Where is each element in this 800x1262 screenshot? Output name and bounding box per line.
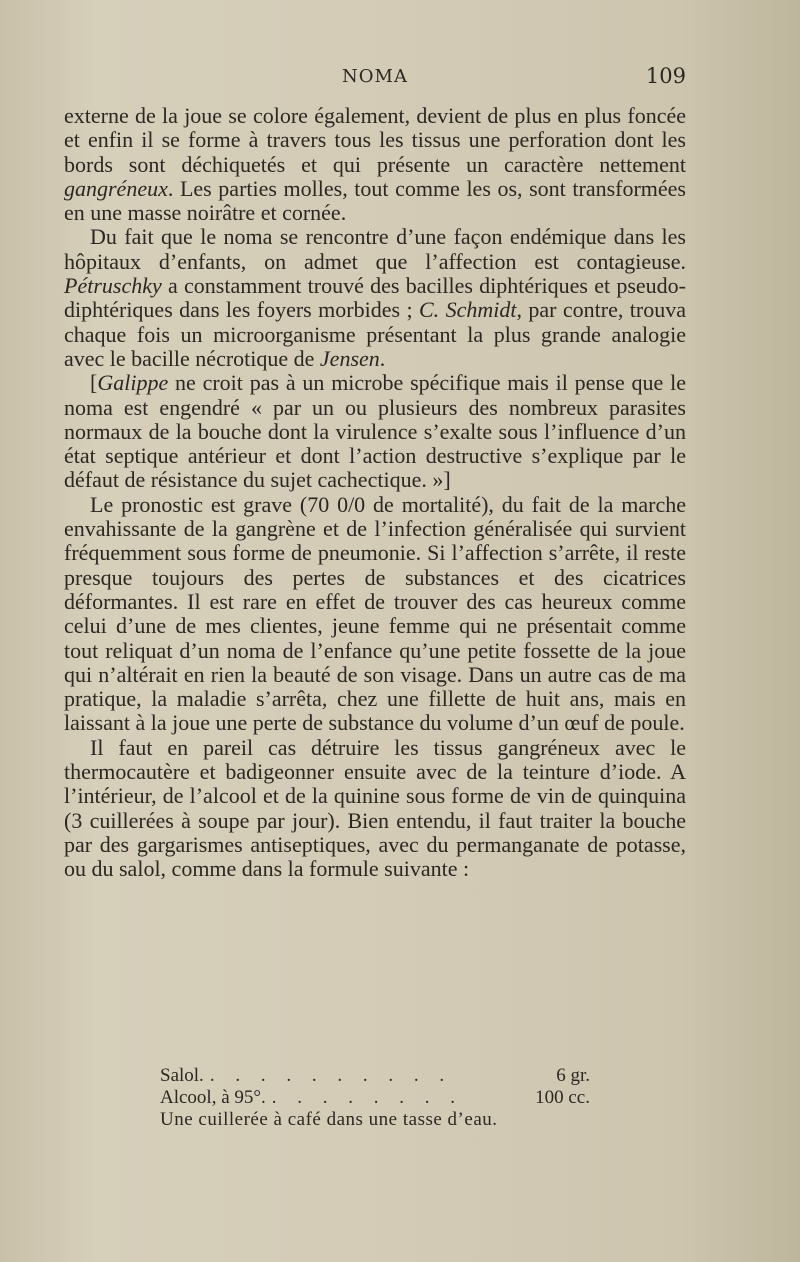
paragraph-2 <box>64 225 686 371</box>
paragraph-1-italic-term: gangréneux <box>64 175 168 201</box>
paragraph-5: Il faut en pareil cas détruire les tissus gangréneux avec le thermocautère et badigeonner ensuite avec de la teinture d’iode. A l’intérieur, de l’alcool et de la quinine sous forme de vin de quinquina (3 cuillerées à soupe par jour). Bien entendu, il faut traiter la bouche par des gargarismes antiseptiques, avec du permanganate de potasse, ou du salol, comme dans la formule suivante : <box>64 734 686 882</box>
paragraph-3-text-c: ne croit pas à un microbe spécifique mais il pense que le noma est engendré « par un ou plusieurs des nombreux parasites normaux de la bouche dont la virulence s’exalte sous l’influence d’un état septique antérieur et dont l’action destructive s’explique par le défaut de résistance du sujet cachectique. »] <box>64 370 686 493</box>
formula-row-alcool <box>160 1087 590 1109</box>
leader-dots: . . . . . . . . . . <box>209 1065 453 1086</box>
page-number: 109 <box>645 64 686 88</box>
ingredient-quantity: 100 cc. <box>535 1087 590 1108</box>
prescription-formula <box>160 1065 590 1131</box>
ingredient-name: Salol. <box>160 1065 204 1086</box>
running-title: NOMA <box>342 66 408 87</box>
ingredient-name: Alcool, à 95°. <box>160 1087 266 1108</box>
paragraph-3 <box>64 371 686 492</box>
paragraph-2-text-g: . <box>379 345 386 371</box>
author-name-galippe: Galippe <box>97 370 169 396</box>
paragraph-1-text-c: . Les parties molles, tout comme les os, sont transformées en une masse noirâtre et cornée. <box>64 175 686 226</box>
paragraph-2-text-c: a constamment trouvé des bacilles diphtériques et pseudo-diphtériques dans les foyers morbides ; <box>64 273 686 323</box>
running-head <box>64 62 686 94</box>
paragraph-1 <box>64 104 686 225</box>
body-text <box>64 104 686 882</box>
paragraph-2-text-a: Du fait que le noma se rencontre d’une façon endémique dans les hôpitaux d’enfants, on admet que l’affection est contagieuse. <box>64 224 686 274</box>
formula-row-salol <box>160 1065 590 1087</box>
formula-instruction: Une cuillerée à café dans une tasse d’eau. <box>160 1109 498 1130</box>
paragraph-4: Le pronostic est grave (70 0/0 de mortalité), du fait de la marche envahissante de la gangrène et de l’infection généralisée qui survient fréquemment sous forme de pneumonie. Si l’affection s’arrête, il reste presque toujours des pertes de substances et des cicatrices déformantes. Il est rare en effet de trouver des cas heureux comme celui d’une de mes clientes, jeune femme qui ne présentait comme tout reliquat d’un noma de l’enfance qu’une petite fossette de la joue qui n’altérait en rien la beauté de son visage. Dans un autre cas de ma pratique, la maladie s’arrêta, chez une fillette de huit ans, mais en laissant à la joue une perte de substance du volume d’un œuf de poule. <box>64 491 686 736</box>
author-name-jensen: Jensen <box>319 345 380 371</box>
ingredient-quantity: 6 gr. <box>556 1065 590 1086</box>
paragraph-1-text-a: externe de la joue se colore également, devient de plus en plus foncée et enfin il se forme à travers tous les tissus une perforation dont les bords sont déchiquetés et qui présente un caractère nettement <box>64 103 686 177</box>
paragraph-3-bracket: [ <box>90 370 98 396</box>
author-name-schmidt: C. Schmidt <box>419 297 517 323</box>
author-name-petruschky: Pétruschky <box>64 273 162 299</box>
leader-dots: . . . . . . . . <box>271 1087 463 1108</box>
paragraph-2-text-e: , par contre, trouva chaque fois un microorganisme présentant la plus grande analogie avec le bacille nécrotique de <box>64 297 686 371</box>
